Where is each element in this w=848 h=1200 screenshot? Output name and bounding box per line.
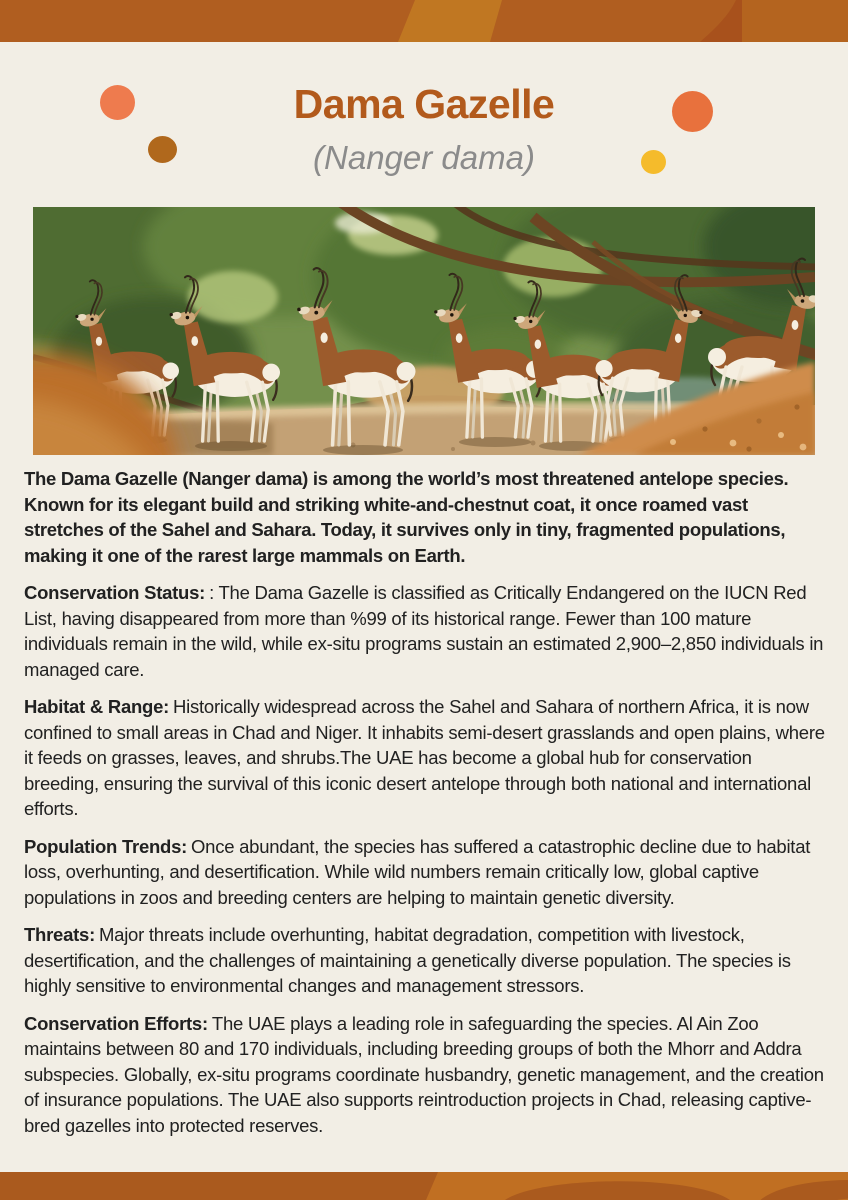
section-text-conservation-efforts: The UAE plays a leading role in safeguarding the species. Al Ain Zoo maintains between 80 and 170 individuals, including breeding groups of both the Mhorr and Addra subspecies. Globally, ex-situ programs coordinate husbandry, genetic management, and the creation of insurance populations. The UAE also supports reintroduction projects in Chad, releasing captive-bred gazelles into protected reserves. (24, 1012, 824, 1136)
section-population-trends (24, 834, 830, 911)
section-label-conservation-status: Conservation Status: (24, 582, 206, 603)
section-label-population-trends: Population Trends: (24, 835, 188, 857)
section-text-threats: Major threats include overhunting, habitat degradation, competition with livestock, desertification, and the challenges of maintaining a genetically diverse population. The species is highly sensitive to environmental changes and management stressors. (24, 924, 791, 996)
section-threats (24, 922, 830, 999)
page-subtitle: (Nanger dama) (313, 139, 535, 176)
section-label-conservation-efforts: Conservation Efforts: (24, 1012, 208, 1034)
intro-paragraph: The Dama Gazelle (Nanger dama) is among the world’s most threatened antelope species. Known for its elegant build and striking white-and-chestnut coat, it once roamed vast stretches of the Sahel and Sahara. Today, it survives only in tiny, fragmented populations, making it one of the rarest large mammals on Earth. (24, 468, 789, 566)
top-band-graphic (0, 0, 848, 42)
page-title: Dama Gazelle (293, 81, 555, 127)
section-label-threats: Threats: (24, 924, 95, 945)
section-label-habitat-range: Habitat & Range: (24, 696, 170, 717)
section-text-habitat-range: Historically widespread across the Sahel and Sahara of northern Africa, it is now confined to small areas in Chad and Niger. It inhabits semi-desert grasslands and open plains, where it feeds on grasses, leaves, and shrubs.The UAE has become a global hub for conservation breeding, ensuring the survival of this iconic desert antelope through both national and international efforts. (24, 696, 825, 819)
article-body (24, 466, 830, 1150)
section-text-population-trends: Once abundant, the species has suffered a catastrophic decline due to habitat loss, overhunting, and desertification. While wild numbers remain critically low, global captive populations in zoos and breeding centers are helping to maintain genetic diversity. (24, 835, 811, 908)
section-conservation-efforts (24, 1011, 830, 1139)
gazelle-photo (33, 207, 815, 455)
section-conservation-status (24, 580, 830, 682)
top-decorative-band (0, 0, 848, 42)
bottom-decorative-band (0, 1172, 848, 1200)
section-habitat-range (24, 694, 830, 822)
bottom-band-graphic (0, 1172, 848, 1200)
section-text-conservation-status: : The Dama Gazelle is classified as Critically Endangered on the IUCN Red List, having disappeared from more than %99 of its historical range. Fewer than 100 mature individuals remain in the wild, while ex-situ programs sustain an estimated 2,900–2,850 individuals in managed care. (24, 582, 824, 680)
gazelle-photo-graphic (33, 207, 815, 455)
